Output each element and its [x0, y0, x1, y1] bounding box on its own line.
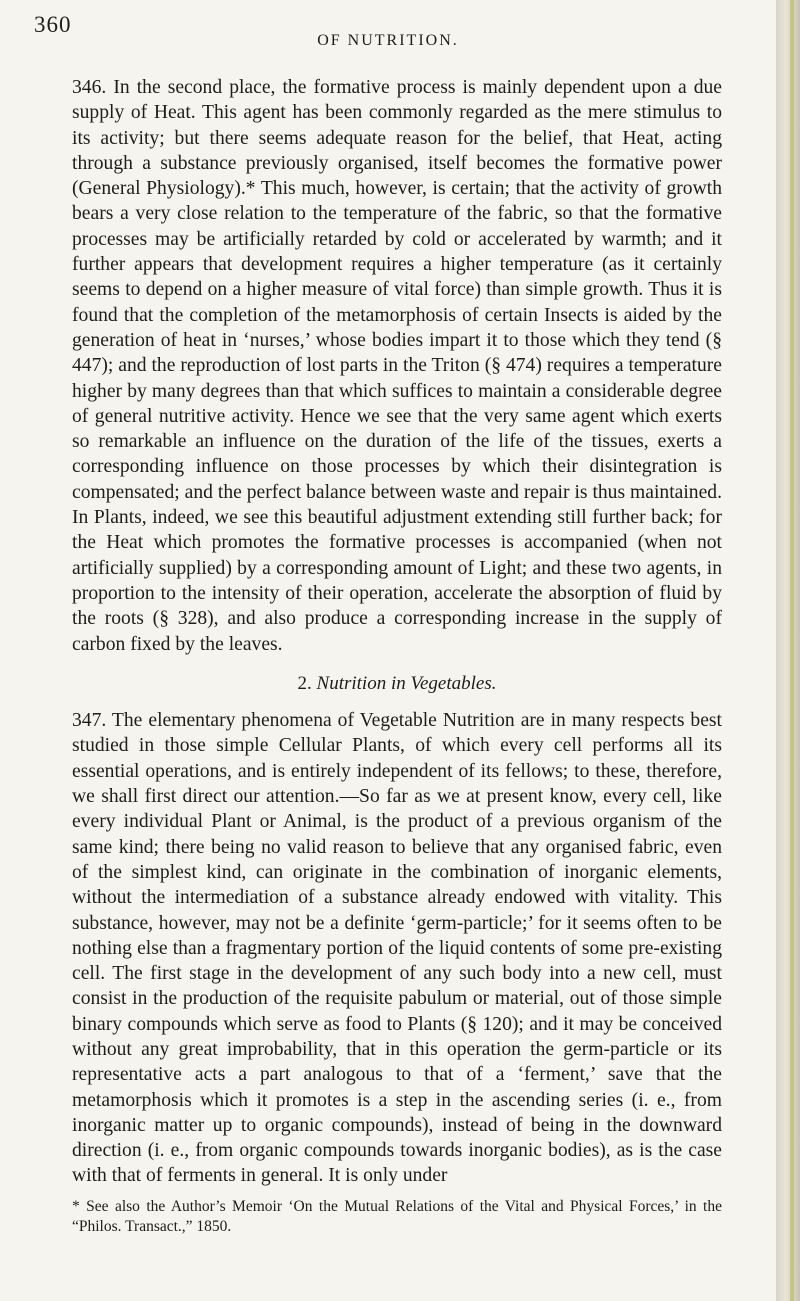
paragraph-347: 347. The elementary phenomena of Vegetable Nutrition are in many respects best studied in those simple Cellular Plants, of which every cell performs all its essential operations, and is entirely independent of its fellows; to these, therefore, we shall first direct our attention.—So far as we at present know, every cell, like every individual Plant or Animal, is the product of a previous organism of the same kind; there being no valid reason to believe that any organised fabric, even of the simplest kind, can originate in the combination of inorganic elements, without the intermediation of a substance already endowed with vitality. This substance, however, may not be a definite ‘germ-particle;’ for it seems often to be nothing else than a fragmentary portion of the liquid contents of some pre-existing cell. The first stage in the development of any such body into a new cell, must consist in the production of the requisite pabulum or material, out of those simple binary compounds which serve as food to Plants (§ 120); and it may be conceived without any great improbability, that in this operation the germ-particle or its representative acts a part analogous to that of a ‘ferment,’ save that the metamorphosis which it promotes is a step in the ascending series (i. e., from inorganic matter up to organic compounds), instead of being in the downward direction (i. e., from organic compounds towards inorganic bodies), as is the case with that of ferments in general. It is only under	[72, 710, 722, 1187]
running-head: OF NUTRITION.	[317, 32, 459, 49]
page-number: 360	[34, 12, 72, 37]
body-text	[72, 75, 722, 1189]
paragraph-346: 346. In the second place, the formative process is mainly dependent upon a due supply of Heat. This agent has been commonly regarded as the mere stimulus to its activity; but there seems adequate reason for the belief, that Heat, acting through a substance previously organised, itself becomes the formative power (General Physiology).* This much, however, is certain; that the activity of growth bears a very close relation to the temperature of the fabric, so that the formative processes may be artificially retarded by cold or accelerated by warmth; and it further appears that development requires a higher temperature (as it certainly seems to depend on a higher measure of vital force) than simple growth. Thus it is found that the completion of the metamorphosis of certain Insects is aided by the generation of heat in ‘nurses,’ whose bodies impart it to those which they tend (§ 447); and the reproduction of lost parts in the Triton (§ 474) requires a temperature higher by many degrees than that which suffices to maintain a considerable degree of general nutritive activity. Hence we see that the very same agent which exerts so remarkable an influence on the duration of the life of the tissues, exerts a corresponding influence on those processes by which their disintegration is compensated; and the perfect balance between waste and repair is thus maintained. In Plants, indeed, we see this beautiful adjustment extending still further back; for the Heat which promotes the formative processes is accompanied (when not artificially supplied) by a corresponding amount of Light; and these two agents, in proportion to the intensity of their operation, accelerate the absorption of fluid by the roots (§ 328), and also produce a corresponding increase in the supply of carbon fixed by the leaves.	[72, 77, 722, 655]
page-edge	[776, 0, 800, 1301]
footnote: * See also the Author’s Memoir ‘On the Mutual Relations of the Vital and Physical Forces,’ in the “Philos. Transact.,” 1850.	[72, 1198, 722, 1235]
section-number: 2.	[297, 672, 312, 694]
page-edge-strip	[790, 0, 794, 1301]
section-title: Nutrition in Vegetables.	[316, 672, 497, 694]
section-heading	[72, 671, 722, 696]
